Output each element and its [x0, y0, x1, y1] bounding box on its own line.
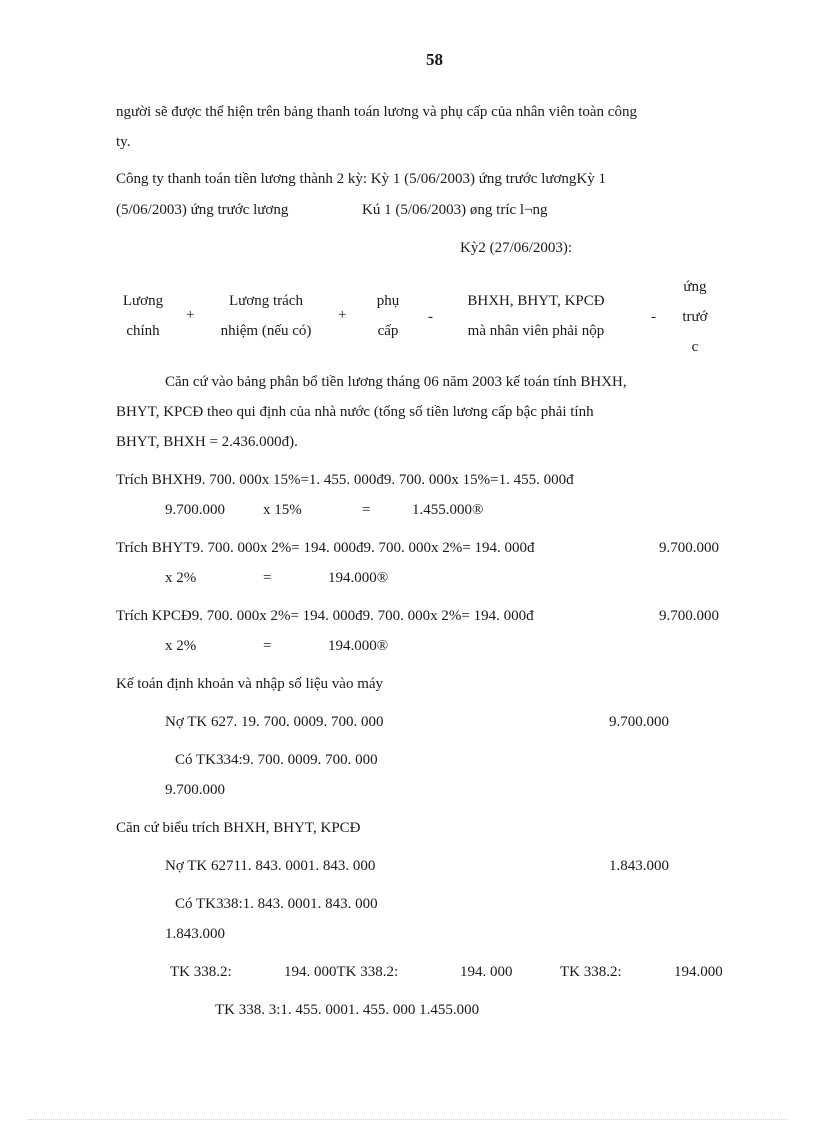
bhyt-rate: x 2% — [165, 570, 197, 586]
equals-sign: = — [263, 570, 272, 586]
plus-sign: + — [186, 307, 195, 323]
credit-entry: Có TK334:9. 700. 0009. 700. 000 — [175, 752, 378, 768]
credit-entry: Có TK338:1. 843. 0001. 843. 000 — [175, 896, 378, 912]
minus-sign: - — [428, 309, 433, 325]
bhyt-base: 9.700.000 — [659, 540, 719, 556]
sub-account-label: TK 338.2: — [560, 964, 622, 980]
debit-amount: 9.700.000 — [609, 714, 669, 730]
formula-term-insurance: BHXH, BHYT, KPCĐ mà nhân viên phải nộp — [467, 293, 605, 339]
bhyt-line: Trích BHYT9. 700. 000x 2%= 194. 000đ9. 700. 000x 2%= 194. 000đ — [116, 540, 535, 556]
kpcd-rate: x 2% — [165, 638, 197, 654]
equals-sign: = — [263, 638, 272, 654]
sub-account-amount: 194. 000 — [460, 964, 513, 980]
bhxh-result: 1.455.000® — [412, 502, 484, 518]
paragraph-line: Công ty thanh toán tiền lương thành 2 kỳ: Kỳ 1 (5/06/2003) ứng trước lươngKỳ 1 — [116, 171, 607, 187]
paragraph-line: người sẽ được thể hiện trên bảng thanh toán lương và phụ cấp của nhân viên toàn công — [116, 104, 637, 120]
paragraph-line: BHYT, BHXH = 2.436.000đ). — [116, 434, 298, 450]
bhxh-rate: x 15% — [263, 502, 302, 518]
plus-sign: + — [338, 307, 347, 323]
garbled-text: Kú 1 (5/06/2003) øng tríc l¬ng — [362, 202, 548, 218]
paragraph-line: ty. — [116, 134, 131, 150]
kpcd-result: 194.000® — [328, 638, 389, 654]
equals-sign: = — [362, 502, 371, 518]
formula-term-responsibility: Lương trách nhiệm (nếu có) — [220, 293, 312, 339]
bhyt-result: 194.000® — [328, 570, 389, 586]
paragraph-line: Căn cứ vào bảng phân bổ tiền lương tháng 06 năm 2003 kế toán tính BHXH, — [165, 374, 627, 390]
debit-entry: Nợ TK 62711. 843. 0001. 843. 000 — [165, 858, 376, 874]
page-number: 58 — [426, 50, 443, 69]
credit-amount: 9.700.000 — [165, 782, 225, 798]
sub-account-entry: 194. 000TK 338.2: — [284, 964, 399, 980]
kpcd-base: 9.700.000 — [659, 608, 719, 624]
formula-term-advance: ứng trướ c — [682, 279, 708, 355]
formula-term-base-salary: Lương chính — [122, 293, 164, 339]
bhxh-base: 9.700.000 — [165, 502, 225, 518]
credit-amount: 1.843.000 — [165, 926, 225, 942]
paragraph-line: BHYT, KPCĐ theo qui định của nhà nước (tổng số tiền lương cấp bậc phải tính — [116, 404, 594, 420]
bhxh-line: Trích BHXH9. 700. 000x 15%=1. 455. 000đ9. 700. 000x 15%=1. 455. 000đ — [116, 472, 574, 488]
sub-account-label: TK 338.2: — [170, 964, 232, 980]
section-heading: Căn cứ biểu trích BHXH, BHYT, KPCĐ — [116, 820, 361, 836]
sub-account-entry: TK 338. 3:1. 455. 0001. 455. 000 1.455.000 — [215, 1002, 480, 1018]
kpcd-line: Trích KPCĐ9. 700. 000x 2%= 194. 000đ9. 700. 000x 2%= 194. 000đ — [116, 608, 534, 624]
formula-term-allowance: phụ cấp — [376, 293, 400, 339]
section-heading: Kế toán định khoản và nhập số liệu vào máy — [116, 676, 384, 692]
sub-account-amount: 194.000 — [674, 964, 723, 980]
page-bottom-border — [28, 1119, 788, 1120]
paragraph-line: (5/06/2003) ứng trước lương — [116, 202, 289, 218]
paragraph-line: Kỳ2 (27/06/2003): — [460, 240, 573, 256]
debit-amount: 1.843.000 — [609, 858, 669, 874]
minus-sign: - — [651, 309, 656, 325]
debit-entry: Nợ TK 627. 19. 700. 0009. 700. 000 — [165, 714, 384, 730]
salary-formula — [110, 272, 720, 362]
